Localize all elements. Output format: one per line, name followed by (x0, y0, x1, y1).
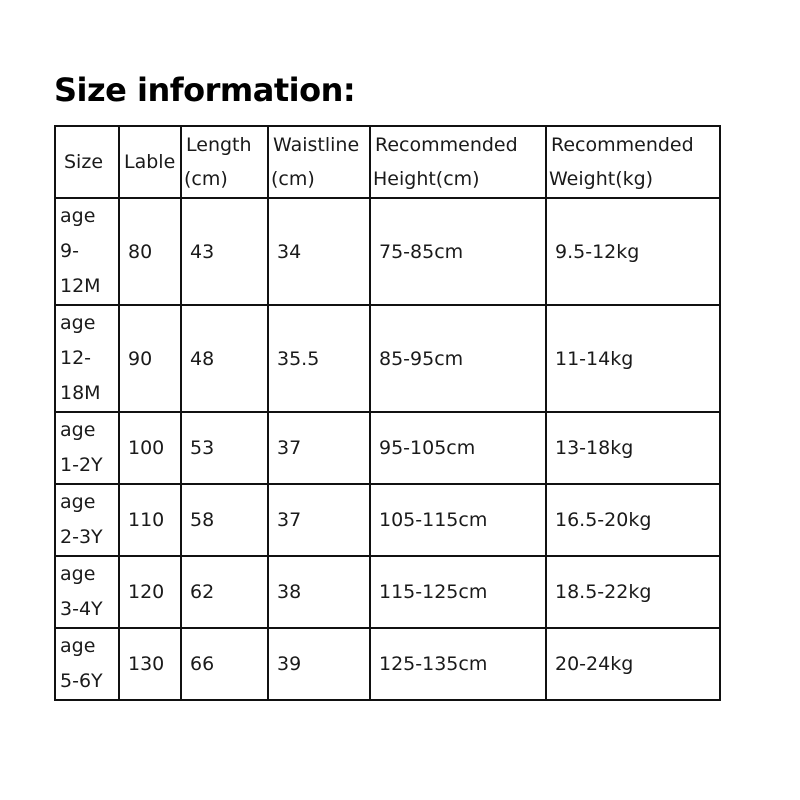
weight-cell: 20-24kg (547, 629, 721, 701)
table-row (56, 557, 721, 629)
size-cell: age 1-2Y (56, 413, 120, 485)
height-cell: 125-135cm (371, 629, 547, 701)
table-row (56, 485, 721, 557)
waistline-cell: 39 (269, 629, 371, 701)
lable-cell: 90 (120, 306, 182, 413)
table-row (56, 413, 721, 485)
height-cell: 95-105cm (371, 413, 547, 485)
header-recommended-height: Recommended Height(cm) (371, 127, 547, 199)
waistline-cell: 35.5 (269, 306, 371, 413)
waistline-cell: 38 (269, 557, 371, 629)
height-cell: 115-125cm (371, 557, 547, 629)
lable-cell: 110 (120, 485, 182, 557)
header-size: Size (56, 127, 120, 199)
lable-cell: 100 (120, 413, 182, 485)
header-waistline: Waistline (cm) (269, 127, 371, 199)
waistline-cell: 37 (269, 413, 371, 485)
length-cell: 62 (182, 557, 269, 629)
size-cell: age 2-3Y (56, 485, 120, 557)
length-cell: 53 (182, 413, 269, 485)
lable-cell: 120 (120, 557, 182, 629)
header-recommended-weight: Recommended Weight(kg) (547, 127, 721, 199)
length-cell: 43 (182, 199, 269, 306)
size-cell: age 9- 12M (56, 199, 120, 306)
lable-cell: 80 (120, 199, 182, 306)
lable-cell: 130 (120, 629, 182, 701)
size-cell: age 3-4Y (56, 557, 120, 629)
weight-cell: 16.5-20kg (547, 485, 721, 557)
height-cell: 75-85cm (371, 199, 547, 306)
weight-cell: 11-14kg (547, 306, 721, 413)
height-cell: 105-115cm (371, 485, 547, 557)
weight-cell: 13-18kg (547, 413, 721, 485)
page-title: Size information: (54, 71, 356, 109)
size-cell: age 12- 18M (56, 306, 120, 413)
header-length: Length (cm) (182, 127, 269, 199)
table-header-row (56, 127, 721, 199)
waistline-cell: 37 (269, 485, 371, 557)
height-cell: 85-95cm (371, 306, 547, 413)
size-cell: age 5-6Y (56, 629, 120, 701)
length-cell: 58 (182, 485, 269, 557)
size-table (54, 125, 721, 701)
weight-cell: 9.5-12kg (547, 199, 721, 306)
header-lable: Lable (120, 127, 182, 199)
table-row (56, 199, 721, 306)
length-cell: 48 (182, 306, 269, 413)
length-cell: 66 (182, 629, 269, 701)
table-row (56, 629, 721, 701)
waistline-cell: 34 (269, 199, 371, 306)
weight-cell: 18.5-22kg (547, 557, 721, 629)
table-row (56, 306, 721, 413)
